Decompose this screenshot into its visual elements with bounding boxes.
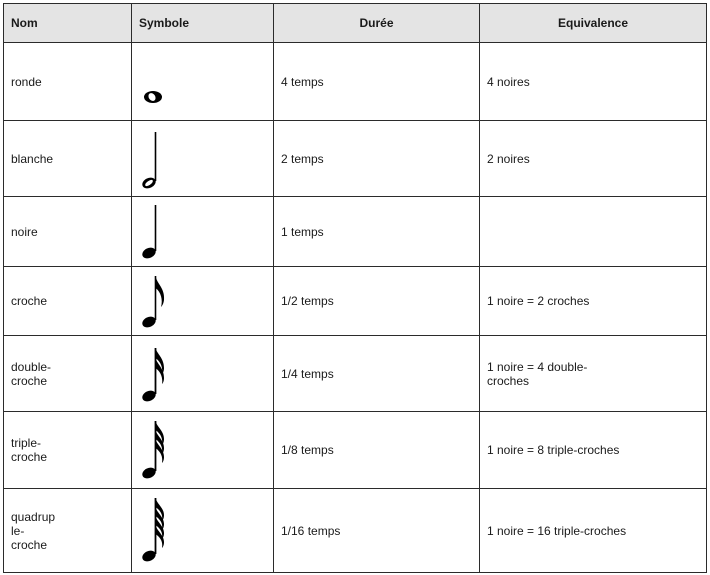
cell-duree: 1/16 temps	[274, 489, 480, 573]
cell-symbole	[132, 489, 274, 573]
half-note-icon	[139, 124, 179, 194]
cell-nom: croche	[4, 267, 132, 336]
cell-duree: 4 temps	[274, 43, 480, 121]
whole-note-icon	[139, 52, 179, 112]
cell-equivalence: 1 noire = 4 double- croches	[480, 336, 707, 412]
cell-equivalence	[480, 197, 707, 267]
sixty-fourth-note-icon	[139, 496, 179, 566]
table-row	[4, 267, 707, 336]
table-row	[4, 336, 707, 412]
eighth-note-icon	[139, 270, 179, 332]
note-values-table	[3, 3, 707, 573]
cell-duree: 1/2 temps	[274, 267, 480, 336]
cell-equivalence: 1 noire = 16 triple-croches	[480, 489, 707, 573]
cell-symbole	[132, 197, 274, 267]
cell-nom: quadrup le- croche	[4, 489, 132, 573]
cell-equivalence: 4 noires	[480, 43, 707, 121]
table-row	[4, 121, 707, 197]
cell-symbole	[132, 336, 274, 412]
table-row	[4, 43, 707, 121]
header-equivalence: Equivalence	[480, 4, 707, 43]
header-row	[4, 4, 707, 43]
table-row	[4, 197, 707, 267]
cell-duree: 1/8 temps	[274, 412, 480, 489]
cell-symbole	[132, 121, 274, 197]
cell-nom: double- croche	[4, 336, 132, 412]
cell-nom: ronde	[4, 43, 132, 121]
cell-duree: 1 temps	[274, 197, 480, 267]
cell-equivalence: 1 noire = 2 croches	[480, 267, 707, 336]
cell-symbole	[132, 267, 274, 336]
cell-nom: triple- croche	[4, 412, 132, 489]
thirty-second-note-icon	[139, 417, 179, 483]
cell-nom: blanche	[4, 121, 132, 197]
cell-nom: noire	[4, 197, 132, 267]
header-duree: Durée	[274, 4, 480, 43]
table-row	[4, 412, 707, 489]
header-symbole: Symbole	[132, 4, 274, 43]
cell-symbole	[132, 412, 274, 489]
cell-duree: 2 temps	[274, 121, 480, 197]
header-nom: Nom	[4, 4, 132, 43]
cell-symbole	[132, 43, 274, 121]
table-row	[4, 489, 707, 573]
cell-duree: 1/4 temps	[274, 336, 480, 412]
cell-equivalence: 2 noires	[480, 121, 707, 197]
cell-equivalence: 1 noire = 8 triple-croches	[480, 412, 707, 489]
sixteenth-note-icon	[139, 342, 179, 406]
quarter-note-icon	[139, 201, 179, 263]
